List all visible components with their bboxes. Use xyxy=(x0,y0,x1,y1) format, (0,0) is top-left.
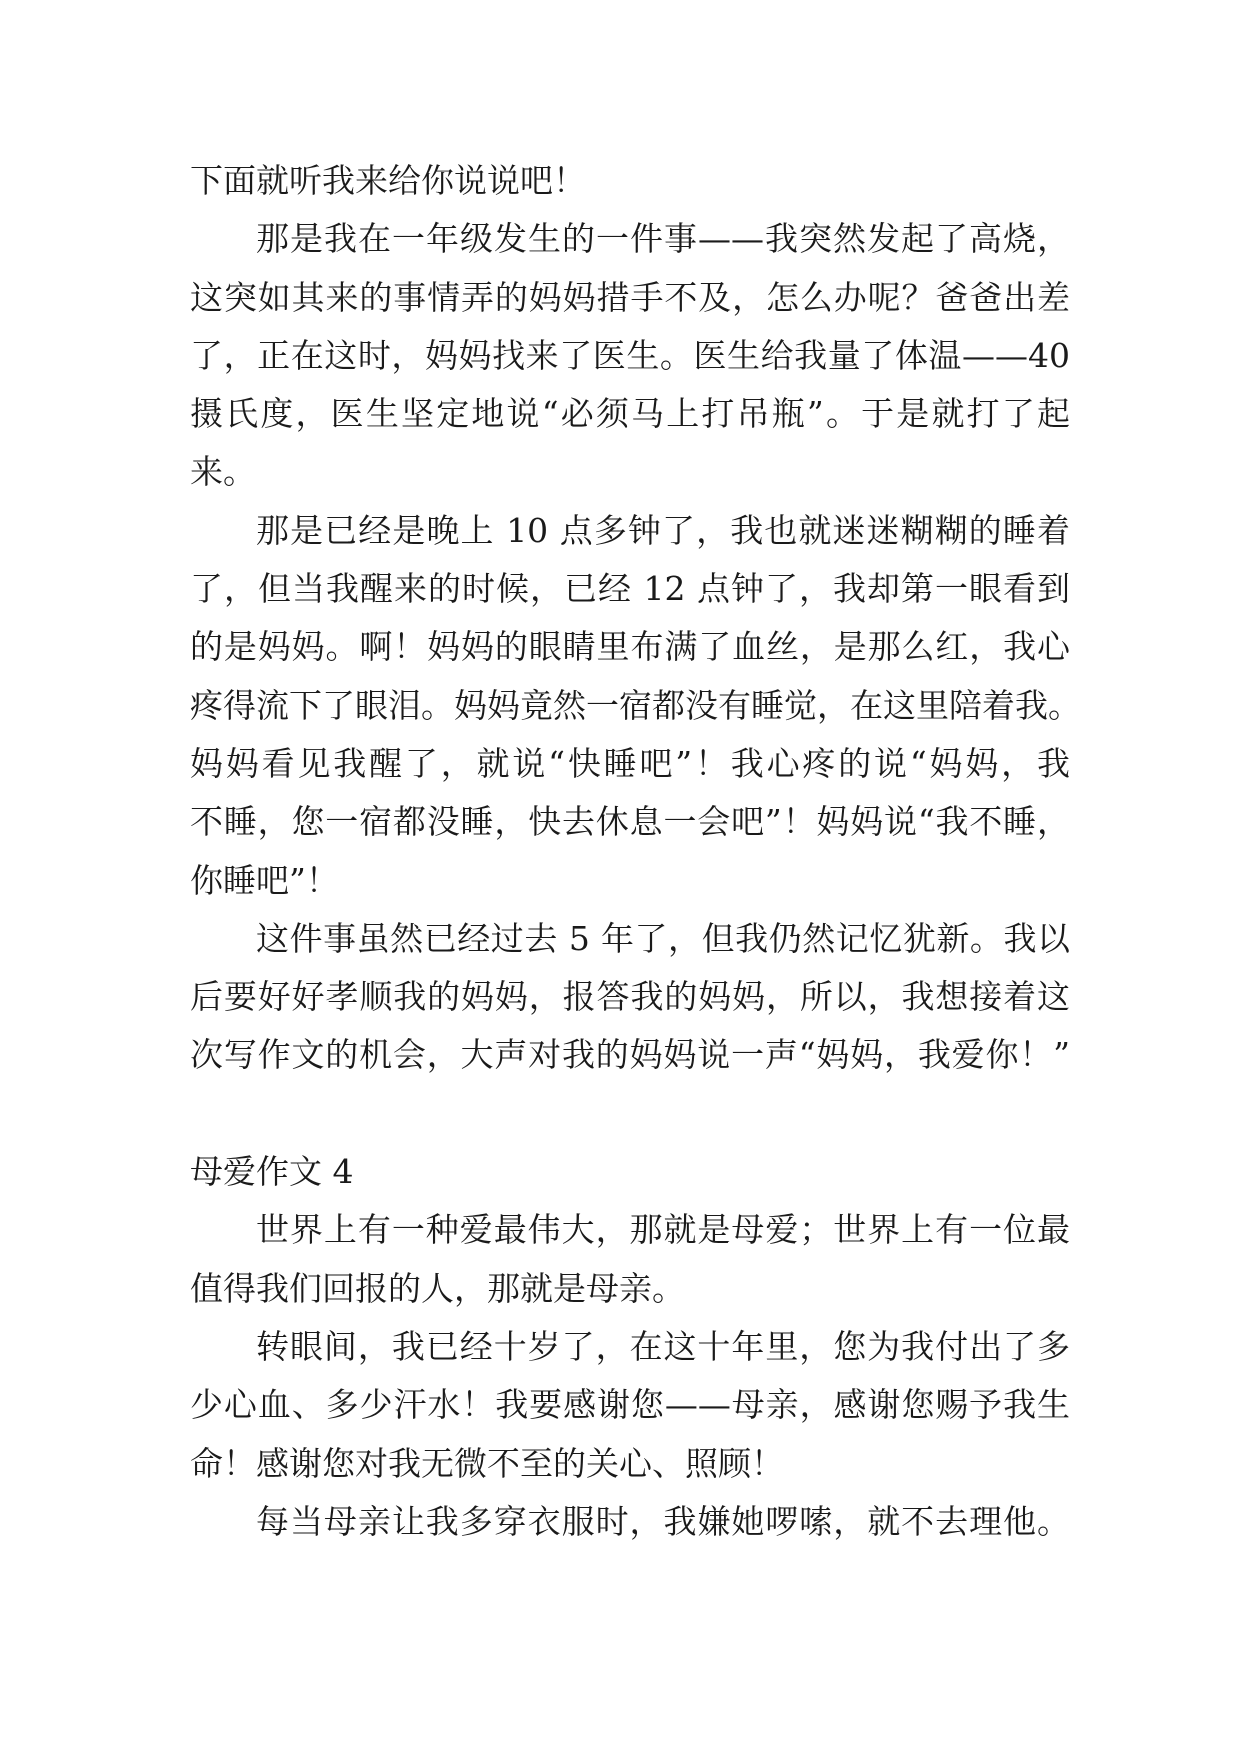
paragraph-line: 来。 xyxy=(190,452,256,492)
paragraph-line: 摄氏度，医生坚定地说“必须马上打吊瓶”。于是就打了起 xyxy=(190,394,1070,434)
paragraph-line: 疼得流下了眼泪。妈妈竟然一宿都没有睡觉，在这里陪着我。 xyxy=(190,685,1081,725)
paragraph-line: 你睡吧”！ xyxy=(190,860,339,900)
paragraph-line: 后要好好孝顺我的妈妈，报答我的妈妈，所以，我想接着这 xyxy=(190,977,1070,1017)
paragraph-line: 不睡，您一宿都没睡，快去休息一会吧”！妈妈说“我不睡， xyxy=(190,802,1070,842)
paragraph-line: 每当母亲让我多穿衣服时，我嫌她啰嗦，就不去理他。 xyxy=(256,1501,1070,1541)
paragraph-line: 值得我们回报的人，那就是母亲。 xyxy=(190,1268,685,1308)
paragraph-line: 世界上有一种爱最伟大，那就是母爱；世界上有一位最 xyxy=(256,1210,1070,1250)
paragraph-line: 次写作文的机会，大声对我的妈妈说一声“妈妈，我爱你！” xyxy=(190,1035,1070,1075)
paragraph-line: 了，但当我醒来的时候，已经 12 点钟了，我却第一眼看到 xyxy=(190,569,1070,609)
paragraph-line: 了，正在这时，妈妈找来了医生。医生给我量了体温——40 xyxy=(190,335,1070,375)
section-heading: 母爱作文 4 xyxy=(190,1152,354,1192)
section-gap xyxy=(190,1085,1070,1143)
paragraph-line: 这件事虽然已经过去 5 年了，但我仍然记忆犹新。我以 xyxy=(256,918,1070,958)
essay-text xyxy=(190,152,1081,1551)
paragraph-line: 命！感谢您对我无微不至的关心、照顾！ xyxy=(190,1443,784,1483)
paragraph-line: 妈妈看见我醒了，就说“快睡吧”！我心疼的说“妈妈，我 xyxy=(190,743,1070,783)
paragraph-line: 的是妈妈。啊！妈妈的眼睛里布满了血丝，是那么红，我心 xyxy=(190,627,1070,667)
paragraph-line: 那是已经是晚上 10 点多钟了，我也就迷迷糊糊的睡着 xyxy=(256,510,1070,550)
paragraph-line: 这突如其来的事情弄的妈妈措手不及，怎么办呢？爸爸出差 xyxy=(190,277,1070,317)
paragraph-line: 下面就听我来给你说说吧！ xyxy=(190,161,586,200)
paragraph-line: 转眼间，我已经十岁了，在这十年里，您为我付出了多 xyxy=(256,1326,1070,1366)
paragraph-line: 少心血、多少汗水！我要感谢您——母亲，感谢您赐予我生 xyxy=(190,1385,1070,1425)
paragraph-line: 那是我在一年级发生的一件事——我突然发起了高烧， xyxy=(256,219,1070,259)
